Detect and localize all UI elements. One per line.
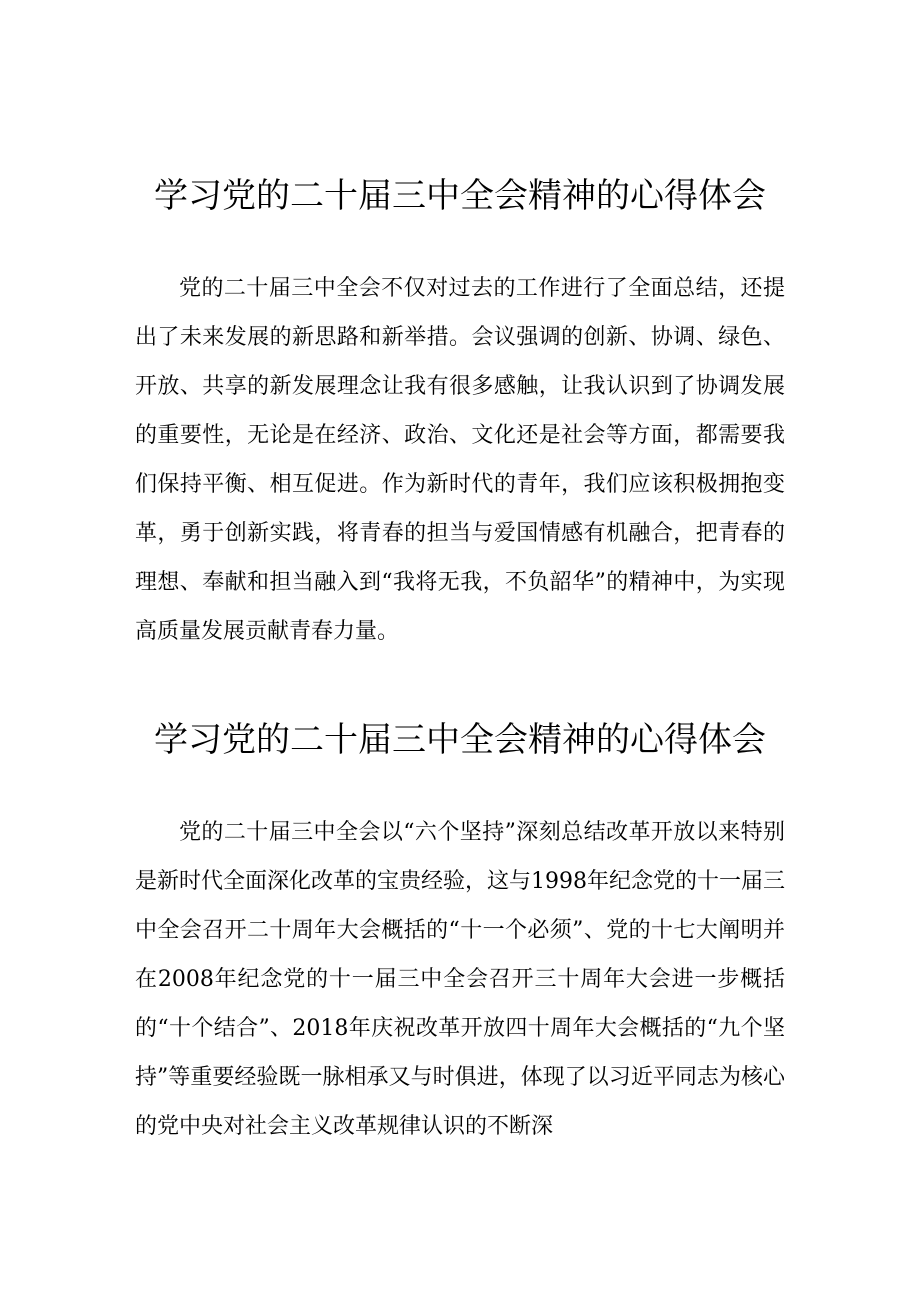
section-title: 学习党的二十届三中全会精神的心得体会 bbox=[154, 720, 766, 760]
section-body-text: 党的二十届三中全会以“六个坚持”深刻总结改革开放以来特别是新时代全面深化改革的宝贵经验，这与1998年纪念党的十一届三中全会召开二十周年大会概括的“十一个必须”、党的十七大阐明并在2008年纪念党的十一届三中全会召开三十周年大会进一步概括的“十个结合”、2018年庆祝改革开放四十周年大会概括的“九个坚持”等重要经验既一脉相承又与时俱进，体现了以习近平同志为核心的党中央对社会主义改革规律认识的不断深 bbox=[135, 820, 785, 1139]
section-title: 学习党的二十届三中全会精神的心得体会 bbox=[154, 176, 766, 216]
section-body-text: 党的二十届三中全会不仅对过去的工作进行了全面总结，还提出了未来发展的新思路和新举措。会议强调的创新、协调、绿色、开放、共享的新发展理念让我有很多感触，让我认识到了协调发展的重要性，无论是在经济、政治、文化还是社会等方面，都需要我们保持平衡、相互促进。作为新时代的青年，我们应该积极拥抱变革，勇于创新实践，将青春的担当与爱国情感有机融合，把青春的理想、奉献和担当融入到“我将无我，不负韶华”的精神中，为实现高质量发展贡献青春力量。 bbox=[135, 276, 785, 644]
